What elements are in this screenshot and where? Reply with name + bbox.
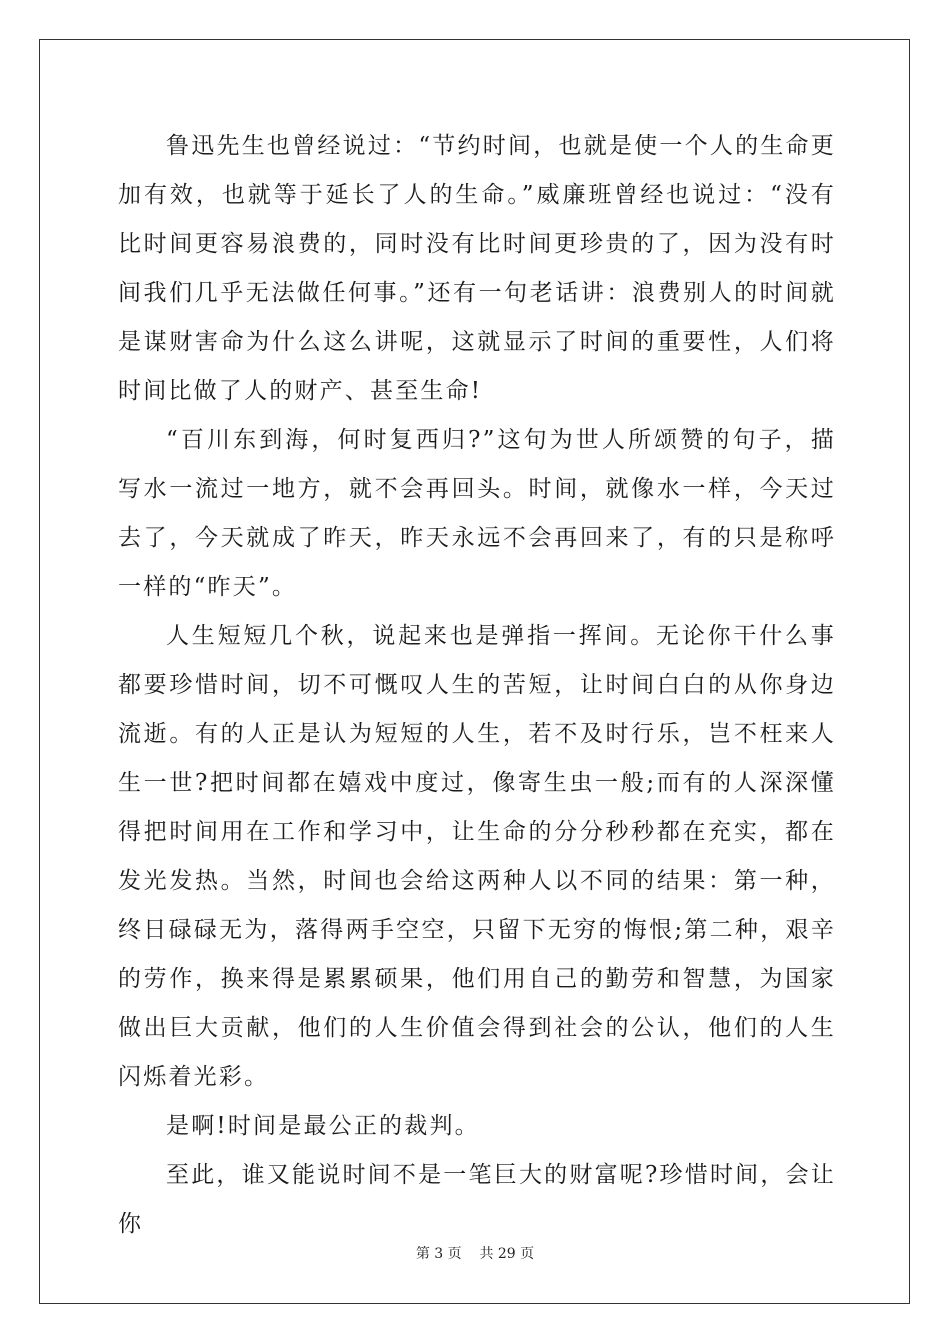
page-total: 共 29 页 [479, 1246, 535, 1262]
paragraph: 鲁迅先生也曾经说过：“节约时间，也就是使一个人的生命更加有效，也就等于延长了人的生命。”威廉班曾经也说过：“没有比时间更容易浪费的，同时没有比时间更珍贵的了，因为没有时间我们几乎无法做任何事。”还有一句老话讲：浪费别人的时间就是谋财害命为什么这么讲呢，这就显示了时间的重要性，人们将时间比做了人的财产、甚至生命! [118, 133, 836, 404]
paragraph: 是啊!时间是最公正的裁判。 [166, 1113, 480, 1139]
document-body [118, 122, 836, 1249]
page-footer [0, 1243, 950, 1263]
paragraph: 至此，谁又能说时间不是一笔巨大的财富呢?珍惜时间，会让你 [118, 1162, 836, 1237]
paragraph: 人生短短几个秋，说起来也是弹指一挥间。无论你干什么事都要珍惜时间，切不可慨叹人生的苦短，让时间白白的从你身边流逝。有的人正是认为短短的人生，若不及时行乐，岂不枉来人生一世?把时间都在嬉戏中度过，像寄生虫一般;而有的人深深懂得把时间用在工作和学习中，让生命的分分秒秒都在充实，都在发光发热。当然，时间也会给这两种人以不同的结果：第一种，终日碌碌无为，落得两手空空，只留下无穷的悔恨;第二种，艰辛的劳作，换来得是累累硕果，他们用自己的勤劳和智慧，为国家做出巨大贡献，他们的人生价值会得到社会的公认，他们的人生闪烁着光彩。 [118, 623, 836, 1090]
paragraph: “百川东到海，何时复西归?”这句为世人所颂赞的句子，描写水一流过一地方，就不会再回头。时间，就像水一样，今天过去了，今天就成了昨天，昨天永远不会再回来了，有的只是称呼一样的“昨天”。 [118, 427, 836, 600]
page-number: 第 3 页 [415, 1246, 462, 1262]
